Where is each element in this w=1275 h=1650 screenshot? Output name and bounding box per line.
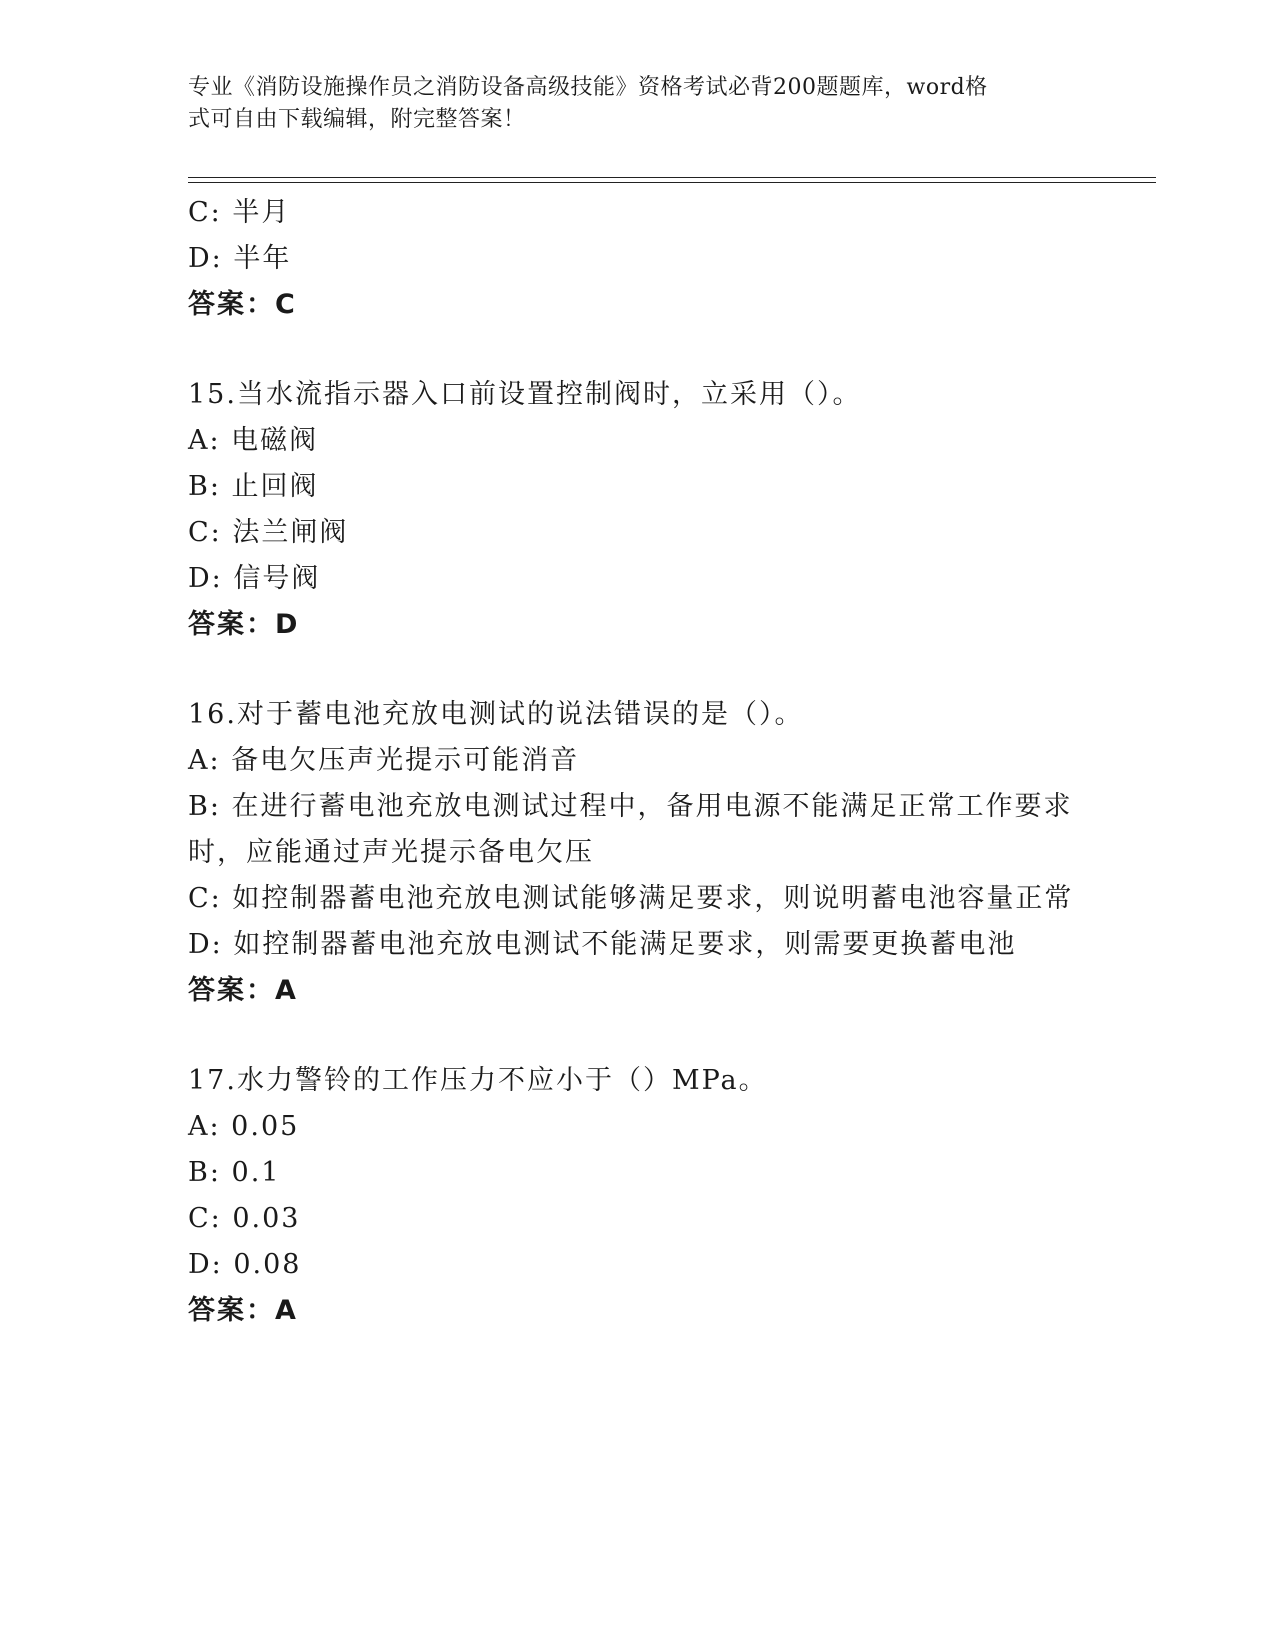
header-divider-bottom (188, 182, 1156, 183)
answer-line: 答案：D (188, 609, 300, 640)
option-c: C: 法兰闸阀 (188, 517, 349, 548)
option-a: A: 0.05 (188, 1111, 300, 1142)
answer-line: 答案：A (188, 975, 298, 1006)
option-d: D: 半年 (188, 243, 292, 274)
answer-line: 答案：C (188, 289, 297, 320)
option-a: A: 电磁阀 (188, 425, 319, 456)
option-c: C: 半月 (188, 197, 291, 228)
document-header (188, 72, 1068, 136)
question-16 (188, 692, 1088, 1014)
question-stem: 17.水力警铃的工作压力不应小于（）MPa。 (188, 1065, 768, 1096)
spacer (188, 1014, 1088, 1058)
question-stem: 16.对于蓄电池充放电测试的说法错误的是（）。 (188, 699, 804, 730)
answer-line: 答案：A (188, 1295, 298, 1326)
question-15 (188, 372, 1088, 648)
option-b: B: 0.1 (188, 1157, 281, 1188)
option-c: C: 0.03 (188, 1203, 301, 1234)
spacer (188, 648, 1088, 692)
header-title-line-2: 式可自由下载编辑，附完整答案！ (188, 107, 526, 132)
option-c: C: 如控制器蓄电池充放电测试能够满足要求，则说明蓄电池容量正常 (188, 883, 1074, 914)
document-body (188, 190, 1088, 1334)
question-14-continued (188, 190, 1088, 328)
option-d: D: 如控制器蓄电池充放电测试不能满足要求，则需要更换蓄电池 (188, 929, 1017, 960)
header-title-line-1: 专业《消防设施操作员之消防设备高级技能》资格考试必背200题题库，word格 (188, 75, 988, 100)
header-divider-top (188, 177, 1156, 178)
option-b: B: 在进行蓄电池充放电测试过程中，备用电源不能满足正常工作要求 (188, 791, 1073, 822)
option-a: A: 备电欠压声光提示可能消音 (188, 745, 580, 776)
question-17 (188, 1058, 1088, 1334)
spacer (188, 328, 1088, 372)
option-b: B: 止回阀 (188, 471, 319, 502)
option-b-continued: 时，应能通过声光提示备电欠压 (188, 837, 594, 868)
option-d: D: 0.08 (188, 1249, 302, 1280)
question-stem: 15.当水流指示器入口前设置控制阀时，立采用（）。 (188, 379, 862, 410)
option-d: D: 信号阀 (188, 563, 321, 594)
